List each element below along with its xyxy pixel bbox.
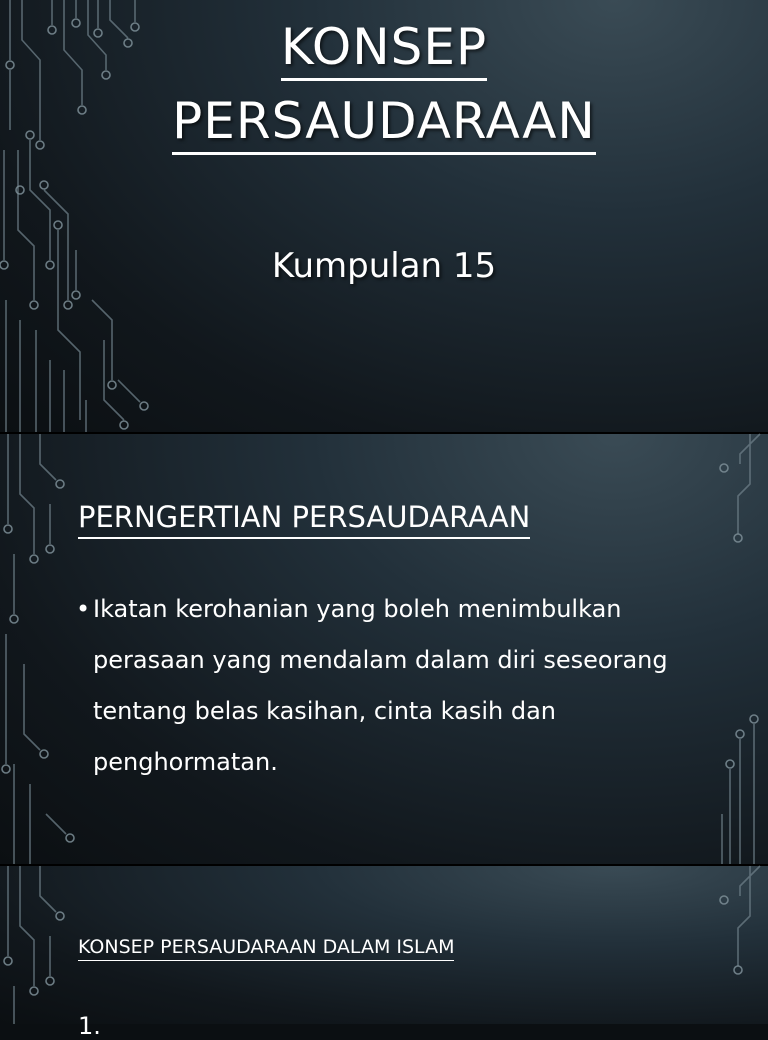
title-line-2: PERSAUDARAAN <box>0 92 768 150</box>
list-item-partial: 1. <box>78 1012 101 1040</box>
subtitle: Kumpulan 15 <box>271 246 497 286</box>
circuit-decoration-right <box>700 866 768 1024</box>
section-heading: PERNGERTIAN PERSAUDARAAN <box>78 500 530 539</box>
bullet-item <box>76 584 676 788</box>
section-heading: KONSEP PERSAUDARAAN DALAM ISLAM <box>78 936 454 961</box>
slide-islam-concept <box>0 866 768 1040</box>
circuit-decoration-left <box>0 434 80 864</box>
circuit-decoration-left <box>0 866 80 1024</box>
title-line-1: KONSEP <box>0 18 768 76</box>
slide-definition <box>0 434 768 864</box>
bullet-icon: • <box>76 595 91 623</box>
bullet-text: Ikatan kerohanian yang boleh menimbulkan perasaan yang mendalam dalam diri seseorang tentang belas kasihan, cinta kasih dan penghormatan. <box>93 595 668 776</box>
circuit-decoration-right <box>700 434 768 864</box>
slide-title <box>0 0 768 432</box>
